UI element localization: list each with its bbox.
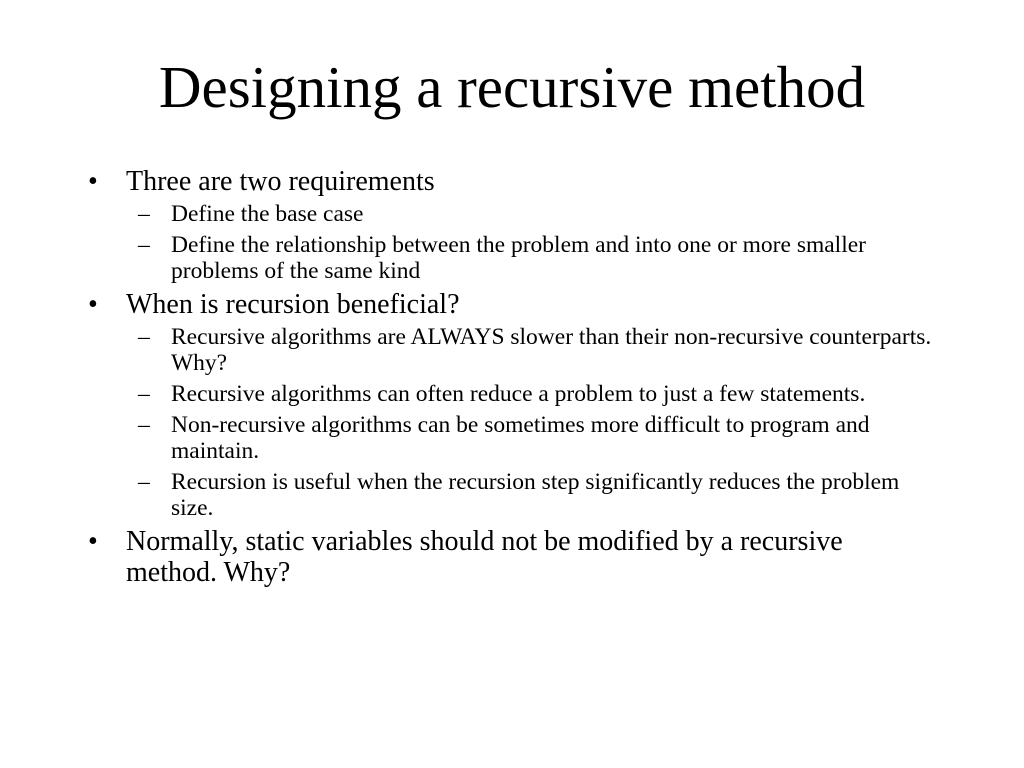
- dash-icon: –: [138, 201, 150, 227]
- bullet-list: [88, 166, 938, 598]
- bullet-icon: •: [88, 166, 98, 197]
- dash-icon: –: [138, 381, 150, 407]
- bullet-icon: •: [88, 289, 98, 320]
- bullet-text: Three are two requirements: [126, 166, 435, 197]
- sub-bullet-text: Non-recursive algorithms can be sometimes more difficult to program and maintain.: [171, 412, 870, 464]
- sub-bullet-text: Recursion is useful when the recursion step significantly reduces the problem size.: [171, 469, 900, 521]
- sub-bullet-item: [88, 381, 938, 407]
- sub-bullet-item: [88, 324, 938, 376]
- dash-icon: –: [138, 324, 150, 350]
- bullet-item: [88, 289, 938, 320]
- sub-bullet-text: Recursive algorithms are ALWAYS slower than their non-recursive counterparts. Why?: [171, 324, 932, 376]
- bullet-item: [88, 166, 938, 197]
- sub-bullet-item: [88, 412, 938, 464]
- sub-bullet-item: [88, 232, 938, 284]
- dash-icon: –: [138, 412, 150, 438]
- sub-bullet-text: Recursive algorithms can often reduce a problem to just a few statements.: [171, 381, 866, 407]
- bullet-item: [88, 526, 938, 588]
- sub-bullet-text: Define the base case: [171, 201, 364, 227]
- slide-title: Designing a recursive method: [158, 54, 866, 120]
- sub-bullet-item: [88, 201, 938, 227]
- dash-icon: –: [138, 232, 150, 258]
- bullet-text: Normally, static variables should not be modified by a recursive method. Why?: [126, 526, 843, 588]
- bullet-icon: •: [88, 526, 98, 557]
- bullet-text: When is recursion beneficial?: [126, 289, 460, 320]
- dash-icon: –: [138, 469, 150, 495]
- sub-bullet-text: Define the relationship between the problem and into one or more smaller problems of the same kind: [171, 232, 866, 284]
- sub-bullet-item: [88, 469, 938, 521]
